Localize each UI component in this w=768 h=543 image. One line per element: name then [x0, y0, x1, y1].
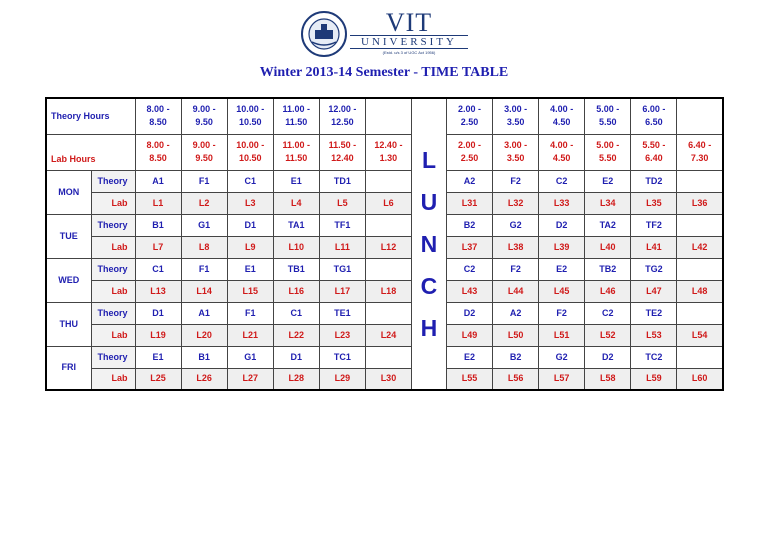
lab-slot: L42	[677, 236, 723, 258]
lab-slot: L23	[319, 324, 365, 346]
lunch-column	[411, 98, 446, 390]
lab-slot: L60	[677, 368, 723, 390]
lab-hours-label: Lab Hours	[46, 134, 135, 170]
lab-slot: L9	[227, 236, 273, 258]
lab-slot: L12	[365, 236, 411, 258]
theory-slot: D1	[227, 214, 273, 236]
lab-slot: L26	[181, 368, 227, 390]
lunch-letter: C	[420, 273, 438, 299]
theory-slot: F1	[181, 170, 227, 192]
theory-slot: G1	[227, 346, 273, 368]
theory-slot: TA1	[273, 214, 319, 236]
theory-hour-cell	[365, 98, 411, 134]
theory-slot: G2	[539, 346, 585, 368]
lab-slot: L2	[181, 192, 227, 214]
theory-slot: C2	[539, 170, 585, 192]
theory-slot: G2	[493, 214, 539, 236]
theory-slot: F2	[493, 170, 539, 192]
brand-tagline: (Estd. u/s 3 of UGC Act 1956)	[382, 50, 436, 55]
theory-slot: E2	[539, 258, 585, 280]
lab-slot: L10	[273, 236, 319, 258]
lab-slot: L33	[539, 192, 585, 214]
lab-slot: L53	[631, 324, 677, 346]
theory-slot: B1	[135, 214, 181, 236]
theory-slot: E1	[227, 258, 273, 280]
lab-hours-row	[46, 134, 723, 170]
lab-slot: L47	[631, 280, 677, 302]
theory-slot: A1	[181, 302, 227, 324]
lab-hour-cell: 11.50 - 12.40	[319, 134, 365, 170]
theory-slot	[677, 214, 723, 236]
theory-slot: TB1	[273, 258, 319, 280]
lab-slot: L50	[493, 324, 539, 346]
theory-slot: C1	[135, 258, 181, 280]
lab-slot: L54	[677, 324, 723, 346]
theory-slot: F1	[181, 258, 227, 280]
lab-slot: L15	[227, 280, 273, 302]
lab-hour-cell: 10.00 - 10.50	[227, 134, 273, 170]
lab-slot: L27	[227, 368, 273, 390]
theory-hour-cell: 9.00 - 9.50	[181, 98, 227, 134]
lab-slot: L22	[273, 324, 319, 346]
lab-slot: L19	[135, 324, 181, 346]
lab-slot: L35	[631, 192, 677, 214]
theory-hour-cell: 4.00 - 4.50	[539, 98, 585, 134]
theory-slot: TG2	[631, 258, 677, 280]
theory-slot: D2	[446, 302, 492, 324]
theory-slot: D2	[539, 214, 585, 236]
theory-slot	[365, 170, 411, 192]
day-theory-row	[46, 258, 723, 280]
lab-slot: L34	[585, 192, 631, 214]
theory-slot: TD1	[319, 170, 365, 192]
theory-label: Theory	[91, 346, 135, 368]
lab-slot: L20	[181, 324, 227, 346]
day-label: TUE	[46, 214, 91, 258]
lab-slot: L31	[446, 192, 492, 214]
lab-slot: L32	[493, 192, 539, 214]
theory-slot: F2	[539, 302, 585, 324]
lab-slot: L36	[677, 192, 723, 214]
theory-hour-cell: 6.00 - 6.50	[631, 98, 677, 134]
lab-slot: L55	[446, 368, 492, 390]
theory-slot: TF2	[631, 214, 677, 236]
theory-hour-cell: 11.00 - 11.50	[273, 98, 319, 134]
lab-hour-cell: 5.50 - 6.40	[631, 134, 677, 170]
theory-label: Theory	[91, 170, 135, 192]
lab-hour-cell: 4.00 - 4.50	[539, 134, 585, 170]
timetable	[45, 97, 724, 391]
university-seal-icon	[300, 10, 348, 58]
lab-slot: L17	[319, 280, 365, 302]
day-lab-row	[46, 368, 723, 390]
theory-slot: F1	[227, 302, 273, 324]
lab-slot: L37	[446, 236, 492, 258]
lab-hour-cell: 12.40 - 1.30	[365, 134, 411, 170]
theory-hour-cell: 3.00 - 3.50	[493, 98, 539, 134]
theory-slot	[365, 258, 411, 280]
theory-slot: TC1	[319, 346, 365, 368]
lab-hour-cell: 9.00 - 9.50	[181, 134, 227, 170]
lab-slot: L57	[539, 368, 585, 390]
lab-slot: L16	[273, 280, 319, 302]
lunch-letter: H	[420, 315, 438, 341]
lab-slot: L48	[677, 280, 723, 302]
theory-slot: E2	[585, 170, 631, 192]
lab-hour-cell: 3.00 - 3.50	[493, 134, 539, 170]
lab-slot: L14	[181, 280, 227, 302]
theory-slot: B2	[493, 346, 539, 368]
lab-slot: L44	[493, 280, 539, 302]
theory-slot	[365, 302, 411, 324]
lab-slot: L38	[493, 236, 539, 258]
theory-slot	[365, 214, 411, 236]
theory-slot: D1	[135, 302, 181, 324]
theory-label: Theory	[91, 258, 135, 280]
lab-slot: L56	[493, 368, 539, 390]
theory-label: Theory	[91, 302, 135, 324]
day-theory-row	[46, 302, 723, 324]
theory-slot: B2	[446, 214, 492, 236]
day-lab-row	[46, 236, 723, 258]
lab-slot: L5	[319, 192, 365, 214]
lab-hour-cell: 6.40 - 7.30	[677, 134, 723, 170]
theory-label: Theory	[91, 214, 135, 236]
theory-slot: A2	[493, 302, 539, 324]
theory-slot: B1	[181, 346, 227, 368]
lab-slot: L52	[585, 324, 631, 346]
lab-slot: L4	[273, 192, 319, 214]
theory-slot: TA2	[585, 214, 631, 236]
lab-slot: L1	[135, 192, 181, 214]
theory-hour-cell: 8.00 - 8.50	[135, 98, 181, 134]
theory-slot	[365, 346, 411, 368]
theory-slot	[677, 302, 723, 324]
lab-slot: L39	[539, 236, 585, 258]
theory-slot	[677, 346, 723, 368]
theory-hour-cell: 2.00 - 2.50	[446, 98, 492, 134]
theory-slot: D2	[585, 346, 631, 368]
lab-slot: L24	[365, 324, 411, 346]
theory-slot: TE2	[631, 302, 677, 324]
lunch-letter: N	[420, 231, 438, 257]
lab-hour-cell: 8.00 - 8.50	[135, 134, 181, 170]
theory-slot: E1	[273, 170, 319, 192]
lab-slot: L40	[585, 236, 631, 258]
brand-subtitle: UNIVERSITY	[350, 35, 468, 49]
lab-slot: L41	[631, 236, 677, 258]
lab-slot: L30	[365, 368, 411, 390]
theory-slot: F2	[493, 258, 539, 280]
lab-label: Lab	[91, 192, 135, 214]
theory-hour-cell	[677, 98, 723, 134]
lab-slot: L58	[585, 368, 631, 390]
day-label: MON	[46, 170, 91, 214]
university-logo	[300, 10, 470, 58]
day-label: FRI	[46, 346, 91, 390]
day-lab-row	[46, 280, 723, 302]
lunch-letter: U	[420, 189, 438, 215]
theory-slot: E1	[135, 346, 181, 368]
theory-slot: TF1	[319, 214, 365, 236]
day-lab-row	[46, 192, 723, 214]
lab-slot: L11	[319, 236, 365, 258]
lab-slot: L43	[446, 280, 492, 302]
theory-slot	[677, 170, 723, 192]
brand-name: VIT	[385, 8, 433, 37]
lab-slot: L49	[446, 324, 492, 346]
theory-slot: A1	[135, 170, 181, 192]
lab-slot: L28	[273, 368, 319, 390]
theory-slot: TE1	[319, 302, 365, 324]
day-label: WED	[46, 258, 91, 302]
theory-slot: C1	[273, 302, 319, 324]
theory-slot: G1	[181, 214, 227, 236]
lab-slot: L18	[365, 280, 411, 302]
theory-slot: TB2	[585, 258, 631, 280]
lab-label: Lab	[91, 236, 135, 258]
day-lab-row	[46, 324, 723, 346]
lab-label: Lab	[91, 324, 135, 346]
university-wordmark	[350, 10, 468, 58]
lab-hour-cell: 2.00 - 2.50	[446, 134, 492, 170]
theory-slot: A2	[446, 170, 492, 192]
lab-slot: L6	[365, 192, 411, 214]
theory-slot: D1	[273, 346, 319, 368]
lab-slot: L21	[227, 324, 273, 346]
theory-slot: C2	[446, 258, 492, 280]
theory-slot: TD2	[631, 170, 677, 192]
lab-hour-cell: 11.00 - 11.50	[273, 134, 319, 170]
day-label: THU	[46, 302, 91, 346]
day-theory-row	[46, 170, 723, 192]
lab-slot: L51	[539, 324, 585, 346]
lab-slot: L7	[135, 236, 181, 258]
theory-slot: E2	[446, 346, 492, 368]
theory-slot: TC2	[631, 346, 677, 368]
theory-slot: TG1	[319, 258, 365, 280]
page-title: Winter 2013-14 Semester - TIME TABLE	[259, 65, 509, 80]
theory-hours-row	[46, 98, 723, 134]
theory-slot: C1	[227, 170, 273, 192]
lab-slot: L25	[135, 368, 181, 390]
lab-hour-cell: 5.00 - 5.50	[585, 134, 631, 170]
lab-slot: L45	[539, 280, 585, 302]
theory-slot: C2	[585, 302, 631, 324]
lab-slot: L3	[227, 192, 273, 214]
lunch-letter: L	[421, 147, 437, 173]
lab-slot: L59	[631, 368, 677, 390]
theory-slot	[677, 258, 723, 280]
theory-hour-cell: 12.00 - 12.50	[319, 98, 365, 134]
lab-label: Lab	[91, 280, 135, 302]
theory-hour-cell: 10.00 - 10.50	[227, 98, 273, 134]
lab-label: Lab	[91, 368, 135, 390]
day-theory-row	[46, 214, 723, 236]
lab-slot: L46	[585, 280, 631, 302]
lab-slot: L29	[319, 368, 365, 390]
day-theory-row	[46, 346, 723, 368]
lab-slot: L13	[135, 280, 181, 302]
lab-slot: L8	[181, 236, 227, 258]
theory-hour-cell: 5.00 - 5.50	[585, 98, 631, 134]
theory-hours-label: Theory Hours	[46, 98, 135, 134]
